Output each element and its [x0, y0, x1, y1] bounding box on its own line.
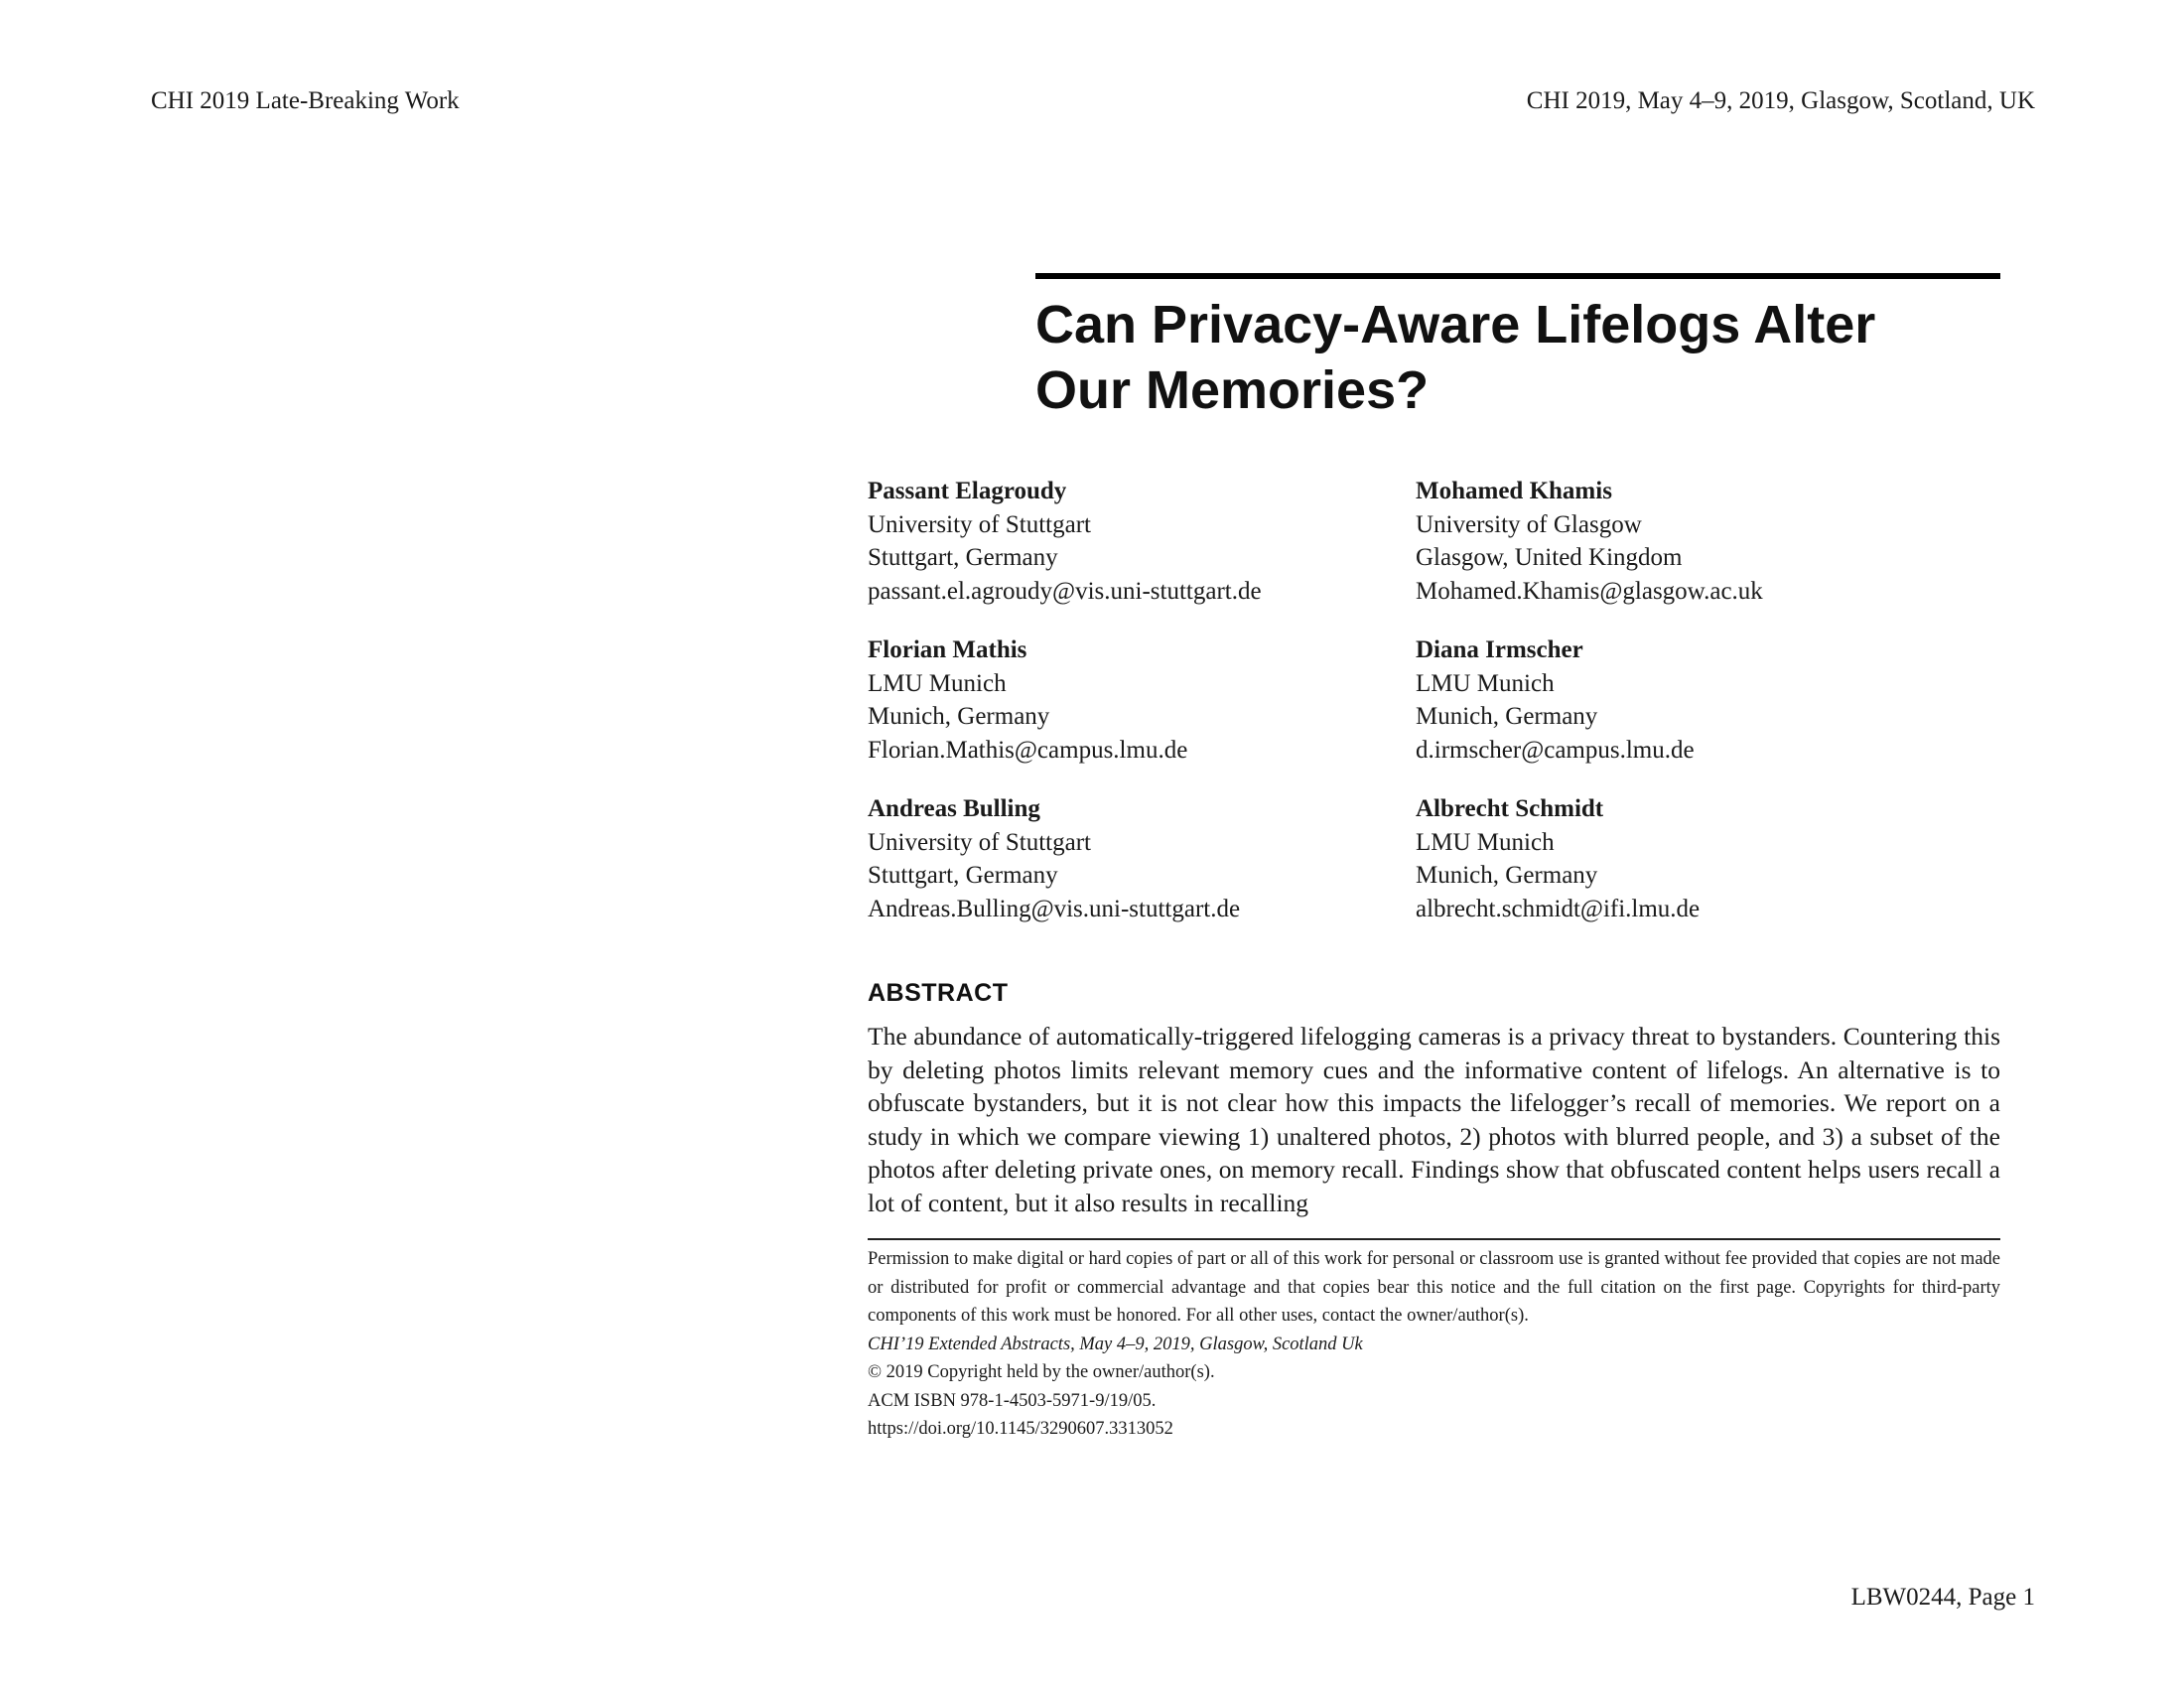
doi-link[interactable]: https://doi.org/10.1145/3290607.3313052	[868, 1419, 1173, 1439]
author-name: Florian Mathis	[868, 636, 1027, 663]
title-line-1: Can Privacy-Aware Lifelogs Alter	[1035, 295, 1876, 354]
author-affiliation: LMU Munich	[1416, 828, 1555, 856]
author-location: Munich, Germany	[868, 703, 1050, 730]
author-email: passant.el.agroudy@vis.uni-stuttgart.de	[868, 577, 1262, 605]
title-line-2: Our Memories?	[1035, 360, 1430, 420]
author-name: Mohamed Khamis	[1416, 478, 1612, 504]
abstract-text: The abundance of automatically-triggered lifelogging cameras is a privacy threat to bystanders. Countering this by deleting photos limits relevant memory cues and the informative content of lifelogs. An alternative is to obfuscate bystanders, but it is not clear how this impacts the lifelogger’s recall of memories. We report on a study in which we compare viewing 1) unaltered photos, 2) photos with blurred people, and 3) a subset of the photos after deleting private ones, on memory recall. Findings show that obfuscated content helps users recall a lot of content, but it also results in recalling	[868, 1022, 2000, 1217]
permission-notice: Permission to make digital or hard copies of part or all of this work for personal or classroom use is granted without fee provided that copies are not made or distributed for profit or commercial advantage and that copies bear this notice and the full citation on the first page. Copyrights for third-party components of this work must be honored. For all other uses, contact the owner/author(s).	[868, 1249, 2000, 1326]
page-number: LBW0244, Page 1	[1850, 1584, 2035, 1611]
author-list	[868, 475, 2000, 925]
author-affiliation: LMU Munich	[868, 669, 1007, 697]
abstract-heading: ABSTRACT	[868, 979, 1009, 1007]
author-block	[868, 633, 1416, 767]
copyright-notice: © 2019 Copyright held by the owner/author(s).	[868, 1362, 1215, 1382]
author-block	[868, 475, 1416, 608]
author-location: Munich, Germany	[1416, 862, 1598, 889]
author-affiliation: University of Stuttgart	[868, 510, 1091, 538]
author-name: Albrecht Schmidt	[1416, 795, 1604, 822]
author-affiliation: LMU Munich	[1416, 669, 1555, 697]
running-head-right: CHI 2019, May 4–9, 2019, Glasgow, Scotland, UK	[1526, 87, 2035, 114]
conference-info: CHI’19 Extended Abstracts, May 4–9, 2019, Glasgow, Scotland Uk	[868, 1334, 1363, 1354]
author-email: d.irmscher@campus.lmu.de	[1416, 736, 1695, 764]
author-location: Stuttgart, Germany	[868, 862, 1058, 889]
author-block	[1416, 475, 2000, 608]
author-block	[1416, 792, 2000, 925]
author-email: albrecht.schmidt@ifi.lmu.de	[1416, 895, 1701, 922]
author-location: Glasgow, United Kingdom	[1416, 544, 1683, 571]
copyright-footnote	[868, 1245, 2000, 1444]
paper-title	[1035, 292, 2000, 423]
footnote-rule	[868, 1238, 2000, 1240]
title-rule	[1035, 273, 2000, 279]
author-block	[868, 792, 1416, 925]
isbn: ACM ISBN 978-1-4503-5971-9/19/05.	[868, 1390, 1157, 1411]
author-location: Stuttgart, Germany	[868, 544, 1058, 571]
author-location: Munich, Germany	[1416, 703, 1598, 730]
author-email: Mohamed.Khamis@glasgow.ac.uk	[1416, 577, 1763, 605]
author-email: Florian.Mathis@campus.lmu.de	[868, 736, 1188, 764]
author-name: Passant Elagroudy	[868, 478, 1067, 504]
running-head-left: CHI 2019 Late-Breaking Work	[151, 87, 460, 114]
author-affiliation: University of Glasgow	[1416, 510, 1642, 538]
author-name: Diana Irmscher	[1416, 636, 1583, 663]
author-name: Andreas Bulling	[868, 795, 1040, 822]
author-block	[1416, 633, 2000, 767]
author-email: Andreas.Bulling@vis.uni-stuttgart.de	[868, 895, 1241, 922]
author-affiliation: University of Stuttgart	[868, 828, 1091, 856]
